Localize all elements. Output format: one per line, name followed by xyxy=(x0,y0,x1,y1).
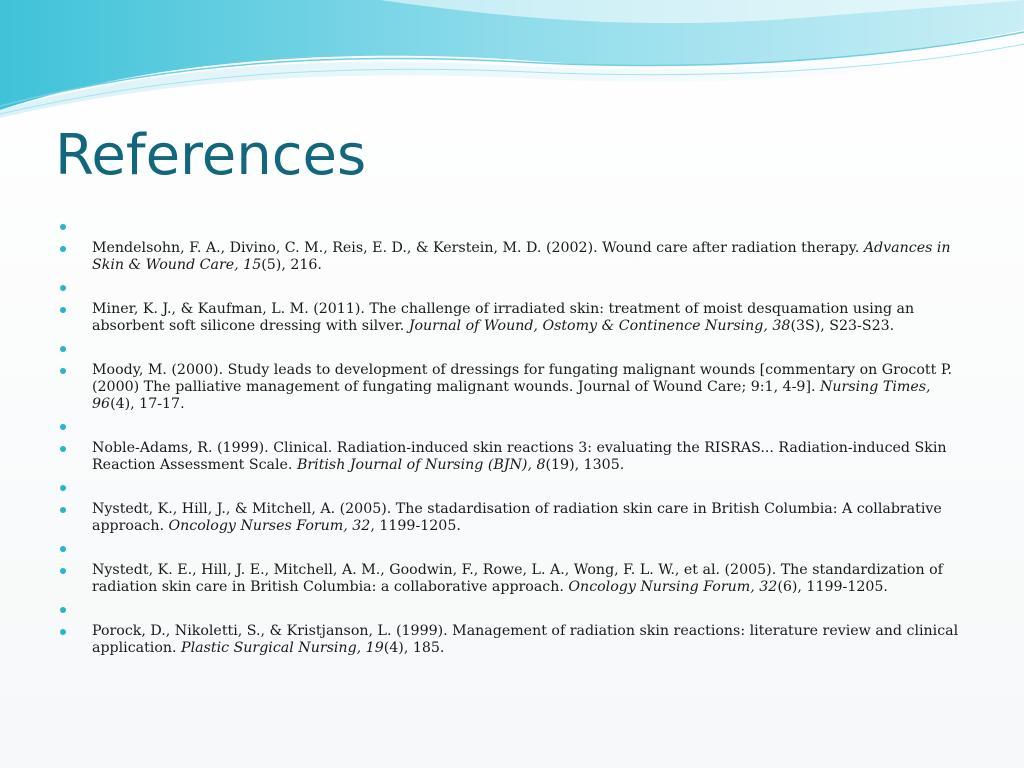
reference-item xyxy=(60,440,972,474)
reference-volume-pages: (4), 185. xyxy=(383,640,445,656)
empty-bullet-item xyxy=(60,218,972,235)
reference-journal: British Journal of Nursing (BJN), 8 xyxy=(296,457,546,473)
reference-volume-pages: (5), 216. xyxy=(261,257,322,273)
bullet-icon xyxy=(60,246,66,252)
reference-journal: Nursing Times, 96 xyxy=(92,379,931,412)
bullet-icon xyxy=(60,285,66,291)
bullet-icon xyxy=(60,485,66,491)
reference-item xyxy=(60,501,972,535)
empty-bullet-item xyxy=(60,540,972,557)
header-wave-decoration xyxy=(0,0,1024,120)
reference-journal: Advances in Skin & Wound Care, 15 xyxy=(92,240,951,273)
reference-text: Miner, K. J., & Kaufman, L. M. (2011). The challenge of irradiated skin: treatment of moist desquamation using an absorbent soft silicone dressing with silver. xyxy=(92,301,915,334)
bullet-icon xyxy=(60,368,66,374)
reference-text: Nystedt, K., Hill, J., & Mitchell, A. (2005). The stadardisation of radiation skin care in British Columbia: A collabrative approach. xyxy=(92,501,942,534)
reference-journal: Oncology Nurses Forum, 32 xyxy=(168,518,371,534)
reference-text: Moody, M. (2000). Study leads to development of dressings for fungating malignant wounds [commentary on Grocott P. (2000) The palliative management of fungating malignant wounds. Journal of Wound Care; 9:1, 4-9]. xyxy=(92,362,953,395)
reference-journal: Journal of Wound, Ostomy & Continence Nursing, 38 xyxy=(408,318,791,334)
bullet-icon xyxy=(60,224,66,230)
bullet-icon xyxy=(60,629,66,635)
reference-volume-pages: (4), 17-17. xyxy=(110,396,185,412)
reference-text: Nystedt, K. E., Hill, J. E., Mitchell, A. M., Goodwin, F., Rowe, L. A., Wong, F. L. W., et al. (2005). The standardization of radiation skin care in British Columbia: a collaborative approach. xyxy=(92,562,943,595)
reference-item xyxy=(60,623,972,657)
empty-bullet-item xyxy=(60,601,972,618)
bullet-icon xyxy=(60,424,66,430)
empty-bullet-item xyxy=(60,279,972,296)
reference-text: Porock, D., Nikoletti, S., & Kristjanson, L. (1999). Management of radiation skin reactions: literature review and clinical application. xyxy=(92,623,959,656)
bullet-icon xyxy=(60,546,66,552)
reference-volume-pages: (3S), S23-S23. xyxy=(790,318,895,334)
reference-journal: Oncology Nursing Forum, 32 xyxy=(568,579,778,595)
empty-bullet-item xyxy=(60,418,972,435)
reference-list xyxy=(60,218,972,662)
reference-item xyxy=(60,301,972,335)
bullet-icon xyxy=(60,307,66,313)
bullet-icon xyxy=(60,607,66,613)
reference-item xyxy=(60,240,972,274)
bullet-icon xyxy=(60,446,66,452)
reference-volume-pages: (6), 1199-1205. xyxy=(777,579,888,595)
reference-item xyxy=(60,362,972,413)
reference-journal: Plastic Surgical Nursing, 19 xyxy=(181,640,384,656)
empty-bullet-item xyxy=(60,479,972,496)
bullet-icon xyxy=(60,346,66,352)
bullet-icon xyxy=(60,568,66,574)
reference-item xyxy=(60,562,972,596)
reference-volume-pages: , 1199-1205. xyxy=(370,518,461,534)
reference-text: Mendelsohn, F. A., Divino, C. M., Reis, E. D., & Kerstein, M. D. (2002). Wound care after radiation therapy. xyxy=(92,240,864,256)
reference-text: Noble-Adams, R. (1999). Clinical. Radiation-induced skin reactions 3: evaluating the RISRAS... Radiation-induced Skin Reaction Assessment Scale. xyxy=(92,440,947,473)
reference-volume-pages: (19), 1305. xyxy=(545,457,625,473)
empty-bullet-item xyxy=(60,340,972,357)
page-title: References xyxy=(55,123,367,188)
bullet-icon xyxy=(60,507,66,513)
